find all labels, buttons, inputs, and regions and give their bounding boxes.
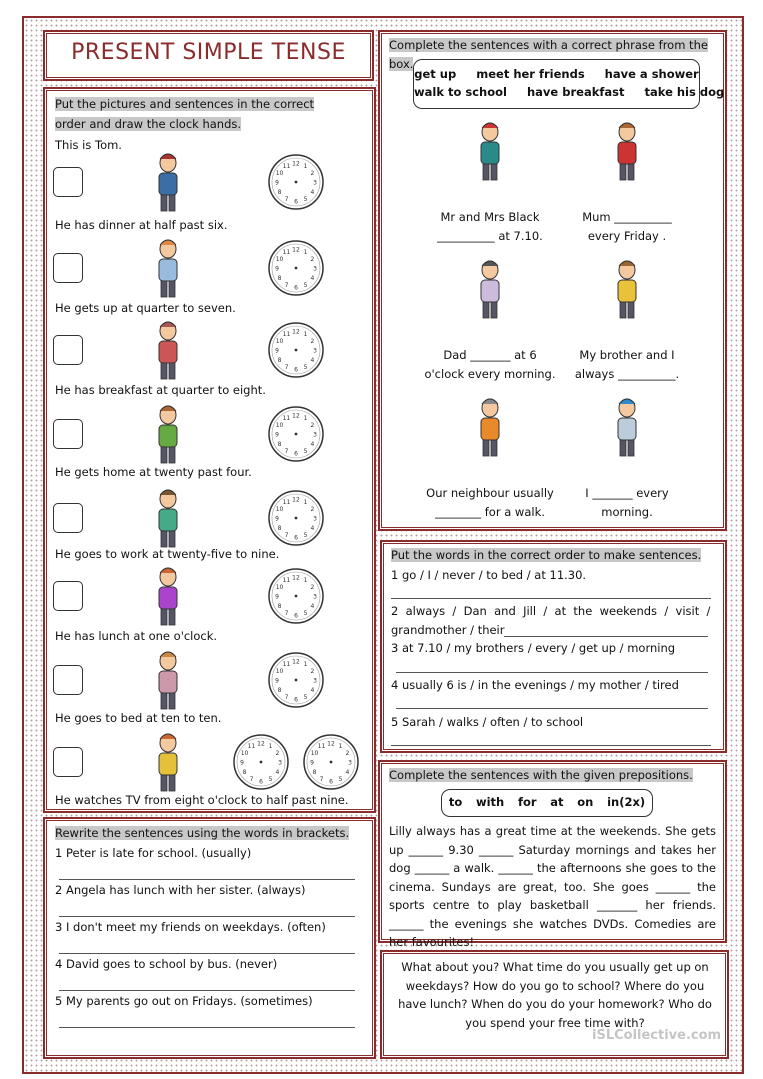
- clock-face[interactable]: [267, 321, 325, 379]
- svg-text:5: 5: [268, 775, 273, 783]
- sentence: He has breakfast at quarter to eight.: [55, 383, 266, 397]
- sentence: He goes to work at twenty-five to nine.: [55, 547, 280, 561]
- illustration: [597, 394, 657, 460]
- clock-face[interactable]: [267, 489, 325, 547]
- page-title: PRESENT SIMPLE TENSE: [71, 40, 346, 65]
- svg-text:9: 9: [240, 759, 244, 767]
- svg-text:4: 4: [310, 441, 315, 448]
- clock-face[interactable]: [302, 733, 360, 791]
- svg-text:6: 6: [294, 450, 298, 458]
- instruction: Put the words in the correct order to make sentences.: [391, 548, 702, 562]
- svg-text:11: 11: [282, 577, 291, 585]
- gap-fill-text: Lilly always has a great time at the weekends. She gets up ______ 9.30 ______ Saturday mornings and takes her dog ______ a walk. ______ the afternoons she goes to the cinema. Sundays are great, too. She goes ______ the sports centre to play basketball _______ her friends. ______ the evenings she watches DVDs. Comedies are her favourites!: [389, 824, 716, 949]
- svg-text:1: 1: [303, 415, 308, 423]
- answer-line[interactable]: [391, 745, 711, 746]
- svg-text:12: 12: [257, 740, 265, 748]
- clock-face[interactable]: [267, 153, 325, 211]
- word-order-exercise: [380, 540, 727, 753]
- svg-text:7: 7: [284, 195, 289, 203]
- svg-text:4: 4: [275, 769, 280, 776]
- about-you-text: What about you? What time do you usually get up on weekdays? How do you go to school? Where do you have lunch? When do you do your homework? Who do you spend your free time with?: [398, 960, 712, 1030]
- svg-text:3: 3: [313, 593, 317, 601]
- svg-text:1: 1: [303, 163, 308, 171]
- clock-face[interactable]: [267, 239, 325, 297]
- instruction: Put the pictures and sentences in the correct: [55, 97, 315, 111]
- svg-text:8: 8: [277, 189, 282, 196]
- svg-text:10: 10: [240, 750, 249, 757]
- svg-text:2: 2: [310, 668, 315, 675]
- svg-text:8: 8: [312, 769, 317, 776]
- svg-text:1: 1: [303, 499, 308, 507]
- svg-text:8: 8: [277, 357, 282, 364]
- svg-text:10: 10: [275, 584, 284, 591]
- svg-text:3: 3: [313, 431, 317, 439]
- svg-text:4: 4: [310, 687, 315, 694]
- tom-picture: [138, 401, 198, 467]
- clock-face[interactable]: [267, 567, 325, 625]
- item: 1 go / I / never / to bed / at 11.30.: [391, 568, 587, 582]
- rewrite-item: 4 David goes to school by bus. (never): [55, 957, 278, 971]
- svg-text:12: 12: [292, 496, 300, 504]
- instruction: Complete the sentences with the given prepositions.: [389, 768, 693, 782]
- svg-text:7: 7: [319, 775, 324, 783]
- svg-text:9: 9: [310, 759, 314, 767]
- order-checkbox[interactable]: [53, 253, 83, 283]
- svg-text:8: 8: [277, 603, 282, 610]
- svg-text:12: 12: [292, 328, 300, 336]
- picture-caption: always __________.: [574, 367, 680, 381]
- svg-text:7: 7: [284, 281, 289, 289]
- item: 5 Sarah / walks / often / to school: [391, 715, 584, 729]
- svg-text:4: 4: [310, 525, 315, 532]
- answer-line[interactable]: [396, 708, 708, 709]
- tom-picture: [138, 729, 198, 795]
- svg-text:11: 11: [247, 743, 256, 751]
- tom-picture: [138, 563, 198, 629]
- preposition: in(2x): [607, 795, 646, 809]
- svg-text:10: 10: [275, 668, 284, 675]
- order-checkbox[interactable]: [53, 581, 83, 611]
- clock-face[interactable]: [267, 651, 325, 709]
- svg-text:2: 2: [310, 584, 315, 591]
- item: 3 at 7.10 / my brothers / every / get up / morning: [391, 641, 676, 655]
- svg-text:9: 9: [275, 677, 279, 685]
- clock-face[interactable]: [267, 405, 325, 463]
- svg-text:10: 10: [275, 338, 284, 345]
- sentence: He goes to bed at ten to ten.: [55, 711, 222, 725]
- svg-text:12: 12: [292, 412, 300, 420]
- phrases-exercise: [378, 30, 727, 531]
- svg-text:7: 7: [249, 775, 254, 783]
- svg-text:3: 3: [348, 759, 352, 767]
- intro-text: This is Tom.: [55, 138, 122, 152]
- picture-caption: My brother and I: [579, 348, 675, 362]
- svg-text:4: 4: [345, 769, 350, 776]
- svg-text:6: 6: [294, 534, 298, 542]
- svg-text:8: 8: [277, 441, 282, 448]
- svg-text:3: 3: [313, 515, 317, 523]
- svg-text:2: 2: [345, 750, 350, 757]
- answer-line[interactable]: [59, 879, 355, 880]
- illustration: [460, 394, 520, 460]
- svg-text:4: 4: [310, 275, 315, 282]
- sentence: He has dinner at half past six.: [55, 218, 228, 232]
- instruction: Complete the sentences with a correct phrase from the: [389, 38, 708, 52]
- preposition: with: [475, 795, 505, 809]
- svg-text:9: 9: [275, 593, 279, 601]
- svg-text:7: 7: [284, 609, 289, 617]
- preposition: for: [517, 795, 537, 809]
- item: 4 usually 6 is / in the evenings / my mother / tired: [391, 678, 679, 692]
- sentence: He watches TV from eight o'clock to half past nine.: [55, 793, 349, 807]
- preposition: to: [448, 795, 463, 809]
- svg-text:4: 4: [310, 189, 315, 196]
- svg-text:10: 10: [275, 422, 284, 429]
- sentence: He gets home at twenty past four.: [55, 465, 252, 479]
- answer-line[interactable]: [59, 1027, 355, 1028]
- svg-text:6: 6: [294, 198, 298, 206]
- item: grandmother / their: [391, 623, 505, 637]
- svg-text:1: 1: [338, 743, 343, 751]
- illustration: [460, 256, 520, 322]
- svg-text:7: 7: [284, 531, 289, 539]
- picture-caption: morning.: [601, 505, 653, 519]
- svg-text:1: 1: [303, 249, 308, 257]
- svg-text:11: 11: [282, 415, 291, 423]
- svg-text:11: 11: [282, 163, 291, 171]
- answer-line[interactable]: [59, 953, 355, 954]
- svg-text:3: 3: [313, 265, 317, 273]
- answer-line[interactable]: [391, 598, 711, 599]
- tom-picture: [138, 485, 198, 551]
- svg-text:11: 11: [282, 249, 291, 257]
- order-checkbox[interactable]: [53, 747, 83, 777]
- preposition: on: [577, 795, 594, 809]
- illustration: [597, 118, 657, 184]
- svg-text:5: 5: [303, 281, 308, 289]
- picture-caption: Mum __________: [582, 210, 672, 224]
- ordering-exercise: [43, 87, 376, 813]
- illustration: [597, 256, 657, 322]
- preposition-word-box: [441, 789, 653, 817]
- order-checkbox[interactable]: [53, 419, 83, 449]
- picture-caption: Dad _______ at 6: [443, 348, 537, 362]
- svg-text:6: 6: [329, 778, 333, 786]
- svg-text:2: 2: [310, 256, 315, 263]
- about-you-box: [380, 950, 729, 1059]
- svg-text:2: 2: [310, 506, 315, 513]
- answer-line[interactable]: [396, 672, 708, 673]
- rewrite-item: 3 I don't meet my friends on weekdays. (often): [55, 920, 326, 934]
- svg-text:7: 7: [284, 693, 289, 701]
- svg-text:6: 6: [294, 284, 298, 292]
- svg-text:11: 11: [282, 661, 291, 669]
- svg-text:5: 5: [303, 531, 308, 539]
- order-checkbox[interactable]: [53, 335, 83, 365]
- phrase-row: walk to school have breakfast take his dog: [414, 85, 725, 99]
- tom-picture: [138, 235, 198, 301]
- item: 2 always / Dan and Jill / at the weekends / visit /: [391, 604, 711, 618]
- title-box: [43, 30, 374, 81]
- svg-text:12: 12: [292, 574, 300, 582]
- picture-caption: __________ at 7.10.: [437, 229, 543, 243]
- svg-text:2: 2: [310, 170, 315, 177]
- instruction: Rewrite the sentences using the words in brackets.: [55, 826, 350, 840]
- svg-text:10: 10: [310, 750, 319, 757]
- svg-text:9: 9: [275, 265, 279, 273]
- svg-text:5: 5: [303, 693, 308, 701]
- rewrite-item: 1 Peter is late for school. (usually): [55, 846, 252, 860]
- picture-caption: every Friday .: [587, 229, 667, 243]
- phrase-word-box: [413, 59, 725, 109]
- svg-text:6: 6: [294, 612, 298, 620]
- svg-text:5: 5: [303, 195, 308, 203]
- clock-face[interactable]: [232, 733, 290, 791]
- svg-text:3: 3: [313, 179, 317, 187]
- picture-caption: I _______ every: [585, 486, 669, 500]
- sentence: He gets up at quarter to seven.: [55, 301, 236, 315]
- rewrite-exercise: [43, 817, 376, 1059]
- svg-text:9: 9: [275, 347, 279, 355]
- svg-text:1: 1: [303, 661, 308, 669]
- answer-line[interactable]: [59, 916, 355, 917]
- svg-text:8: 8: [277, 275, 282, 282]
- order-checkbox[interactable]: [53, 665, 83, 695]
- phrase-row: get up meet her friends have a shower: [414, 67, 699, 81]
- svg-text:3: 3: [278, 759, 282, 767]
- svg-text:4: 4: [310, 357, 315, 364]
- svg-text:6: 6: [259, 778, 263, 786]
- svg-text:9: 9: [275, 431, 279, 439]
- svg-text:1: 1: [268, 743, 273, 751]
- svg-text:5: 5: [303, 447, 308, 455]
- instruction: order and draw the clock hands.: [55, 117, 242, 131]
- svg-text:3: 3: [313, 347, 317, 355]
- svg-text:1: 1: [303, 577, 308, 585]
- svg-text:7: 7: [284, 363, 289, 371]
- tom-picture: [138, 647, 198, 713]
- picture-caption: Mr and Mrs Black: [440, 210, 540, 224]
- svg-text:6: 6: [294, 696, 298, 704]
- prepositions-exercise: [378, 760, 727, 949]
- svg-text:11: 11: [282, 499, 291, 507]
- svg-text:2: 2: [310, 338, 315, 345]
- preposition: at: [550, 795, 564, 809]
- watermark: iSLCollective.com: [592, 1028, 722, 1043]
- rewrite-item: 2 Angela has lunch with her sister. (always): [55, 883, 306, 897]
- picture-caption: Our neighbour usually: [426, 486, 554, 500]
- svg-text:4: 4: [310, 603, 315, 610]
- svg-text:8: 8: [242, 769, 247, 776]
- svg-text:2: 2: [275, 750, 280, 757]
- tom-picture: [138, 149, 198, 215]
- svg-text:1: 1: [303, 331, 308, 339]
- svg-text:6: 6: [294, 366, 298, 374]
- svg-text:9: 9: [275, 179, 279, 187]
- svg-text:12: 12: [292, 246, 300, 254]
- answer-line[interactable]: [59, 990, 355, 991]
- svg-text:8: 8: [277, 687, 282, 694]
- order-checkbox[interactable]: [53, 503, 83, 533]
- svg-text:7: 7: [284, 447, 289, 455]
- svg-text:3: 3: [313, 677, 317, 685]
- illustration: [460, 118, 520, 184]
- svg-text:12: 12: [327, 740, 335, 748]
- sentence: He has lunch at one o'clock.: [55, 629, 218, 643]
- svg-text:10: 10: [275, 256, 284, 263]
- svg-text:11: 11: [317, 743, 326, 751]
- svg-text:5: 5: [338, 775, 343, 783]
- picture-caption: ________ for a walk.: [435, 505, 545, 519]
- rewrite-item: 5 My parents go out on Fridays. (sometimes): [55, 994, 313, 1008]
- svg-text:12: 12: [292, 658, 300, 666]
- instruction: box.: [389, 57, 414, 71]
- tom-picture: [138, 317, 198, 383]
- svg-text:10: 10: [275, 506, 284, 513]
- svg-text:5: 5: [303, 609, 308, 617]
- svg-text:11: 11: [282, 331, 291, 339]
- svg-text:12: 12: [292, 160, 300, 168]
- svg-text:5: 5: [303, 363, 308, 371]
- order-checkbox[interactable]: [53, 167, 83, 197]
- svg-text:8: 8: [277, 525, 282, 532]
- picture-caption: o'clock every morning.: [424, 367, 556, 381]
- answer-line[interactable]: [504, 636, 708, 637]
- svg-text:2: 2: [310, 422, 315, 429]
- svg-text:10: 10: [275, 170, 284, 177]
- svg-text:9: 9: [275, 515, 279, 523]
